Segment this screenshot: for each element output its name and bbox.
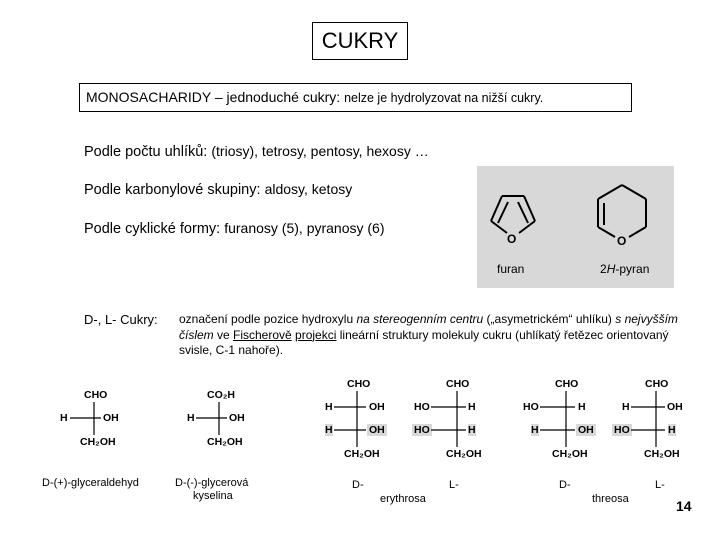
caption-l-erythrose: L- bbox=[449, 479, 459, 491]
classification-text: aldosy, ketosy bbox=[264, 181, 353, 197]
monosaccharide-label: MONOSACHARIDY – jednoduché cukry: bbox=[86, 89, 341, 105]
classification-text: (triosy), tetrosy, pentosy, hexosy … bbox=[211, 143, 429, 159]
caption-d-erythrose: D- bbox=[352, 479, 364, 491]
caption-glyceraldehyde: D-(+)-glyceraldehyd bbox=[42, 477, 139, 489]
pyran-label: 2H-pyran bbox=[600, 262, 650, 276]
pyran-oxygen-atom: O bbox=[617, 234, 627, 248]
caption-d-threose: D- bbox=[559, 479, 571, 491]
monosaccharide-note: nelze je hydrolyzovat na nižší cukry. bbox=[344, 91, 544, 105]
caption-glyceric-acid-1: D-(-)-glycerová bbox=[175, 477, 249, 489]
dl-sugars-title: D-, L- Cukry: bbox=[84, 312, 158, 327]
caption-glyceric-acid-2: kyselina bbox=[193, 490, 233, 502]
classification-text: furanosy (5), pyranosy (6) bbox=[224, 220, 385, 236]
furan-label: furan bbox=[497, 262, 525, 276]
classification-label: Podle cyklické formy: bbox=[84, 221, 221, 237]
caption-erythrose: erythrosa bbox=[380, 493, 426, 505]
caption-threose: threosa bbox=[592, 493, 629, 505]
page-number: 14 bbox=[676, 498, 692, 514]
furan-oxygen-atom: O bbox=[507, 232, 517, 246]
classification-label: Podle počtu uhlíků: bbox=[84, 144, 208, 160]
page-title: CUKRY bbox=[312, 22, 408, 60]
classification-label: Podle karbonylové skupiny: bbox=[84, 182, 261, 198]
caption-l-threose: L- bbox=[655, 479, 665, 491]
dl-sugars-description: označení podle pozice hydroxylu na stereogenním centru („asymetrickém“ uhlíku) s nejvyšším číslem ve Fischerově projekci lineární struktury molekuly cukru (uhlíkatý řetězec orientovaný svisle, C-1 nahoře). bbox=[179, 312, 678, 357]
